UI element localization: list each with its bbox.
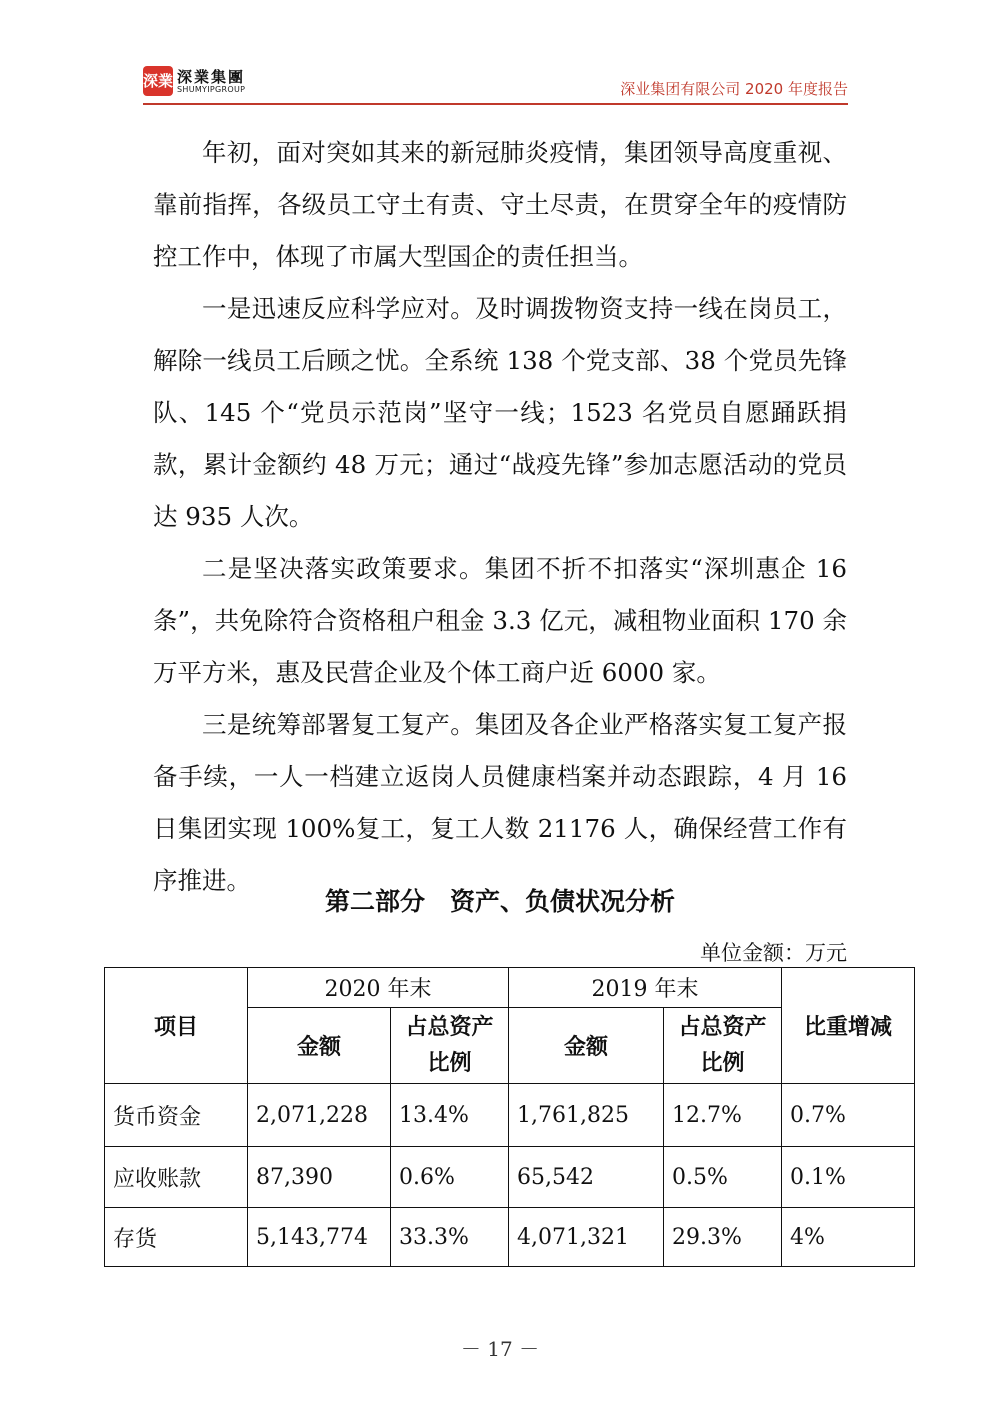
row-amount-2019: 4,071,321 (509, 1208, 664, 1267)
row-change: 0.7% (782, 1084, 915, 1147)
company-logo-icon: 深業 (143, 66, 173, 96)
row-ratio-2020: 13.4% (391, 1084, 509, 1147)
row-change: 0.1% (782, 1147, 915, 1208)
row-item: 货币资金 (105, 1084, 248, 1147)
header-year-2020: 2020 年末 (248, 968, 509, 1008)
header-ratio-2019: 占总资产比例 (664, 1008, 782, 1084)
header-change: 比重增减 (782, 968, 915, 1084)
table-row (105, 1147, 915, 1208)
row-item: 应收账款 (105, 1147, 248, 1208)
header-year-2019: 2019 年末 (509, 968, 782, 1008)
report-title: 深业集团有限公司 2020 年度报告 (620, 80, 848, 98)
row-ratio-2019: 29.3% (664, 1208, 782, 1267)
header-ratio-2020: 占总资产比例 (391, 1008, 509, 1084)
asset-table (104, 967, 915, 1267)
unit-note: 单位金额：万元 (700, 941, 847, 965)
header-amount-2019: 金额 (509, 1008, 664, 1084)
header-divider (143, 103, 848, 105)
header-item: 项目 (105, 968, 248, 1084)
page-number: － 17 － (460, 1337, 540, 1361)
row-amount-2020: 2,071,228 (248, 1084, 391, 1147)
body-text (153, 127, 847, 907)
logo-chinese-name: 深業集團 (177, 68, 246, 86)
logo-english-name: SHUMYIPGROUP (177, 85, 246, 94)
table-row (105, 1084, 915, 1147)
paragraph: 年初，面对突如其来的新冠肺炎疫情，集团领导高度重视、靠前指挥，各级员工守土有责、守土尽责，在贯穿全年的疫情防控工作中，体现了市属大型国企的责任担当。 (153, 138, 847, 271)
section-title: 第二部分 资产、负债状况分析 (324, 887, 675, 916)
paragraph: 二是坚决落实政策要求。集团不折不扣落实“深圳惠企 16 条”，共免除符合资格租户租金 3.3 亿元，减租物业面积 170 余万平方米，惠及民营企业及个体工商户近 6000 家。 (153, 554, 847, 687)
paragraph: 一是迅速反应科学应对。及时调拨物资支持一线在岗员工，解除一线员工后顾之忧。全系统 138 个党支部、38 个党员先锋队、145 个“党员示范岗”坚守一线；1523 名党员自愿踊跃捐款，累计金额约 48 万元；通过“战疫先锋”参加志愿活动的党员达 935 人次。 (153, 294, 847, 531)
row-amount-2020: 87,390 (248, 1147, 391, 1208)
paragraph: 三是统筹部署复工复产。集团及各企业严格落实复工复产报备手续，一人一档建立返岗人员健康档案并动态跟踪，4 月 16 日集团实现 100%复工，复工人数 21176 人，确保经营工作有序推进。 (153, 710, 847, 895)
header-amount-2020: 金额 (248, 1008, 391, 1084)
row-ratio-2019: 0.5% (664, 1147, 782, 1208)
row-item: 存货 (105, 1208, 248, 1267)
row-ratio-2020: 0.6% (391, 1147, 509, 1208)
row-amount-2020: 5,143,774 (248, 1208, 391, 1267)
row-ratio-2019: 12.7% (664, 1084, 782, 1147)
row-amount-2019: 1,761,825 (509, 1084, 664, 1147)
row-ratio-2020: 33.3% (391, 1208, 509, 1267)
row-change: 4% (782, 1208, 915, 1267)
page-header (143, 66, 848, 104)
table-row (105, 1208, 915, 1267)
row-amount-2019: 65,542 (509, 1147, 664, 1208)
